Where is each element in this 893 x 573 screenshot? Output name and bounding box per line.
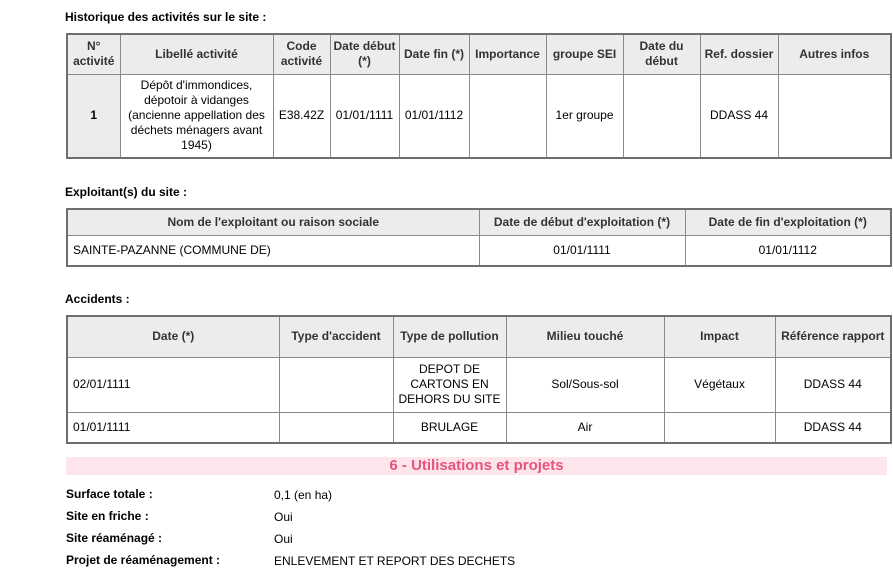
cell: 1 (67, 74, 120, 158)
cell (664, 412, 775, 443)
cell: 01/01/1111 (479, 235, 685, 266)
cell: Dépôt d'immondices, dépotoir à vidanges (ancienne appellation des déchets ménagers avant 1945) (120, 74, 273, 158)
cell: 1er groupe (546, 74, 623, 158)
col-header: groupe SEI (546, 34, 623, 74)
cell (778, 74, 891, 158)
historique-title: Historique des activités sur le site : (65, 10, 267, 24)
cell: SAINTE-PAZANNE (COMMUNE DE) (67, 235, 479, 266)
col-header: Date du début (623, 34, 700, 74)
col-header: Impact (664, 316, 775, 357)
cell: E38.42Z (273, 74, 330, 158)
col-header: Date (*) (67, 316, 279, 357)
col-header: Nom de l'exploitant ou raison sociale (67, 209, 479, 235)
projet-reamenagement-label: Projet de réaménagement : (66, 553, 221, 567)
cell: 02/01/1111 (67, 357, 279, 412)
table-row (67, 74, 891, 158)
accidents-table (66, 315, 892, 444)
historique-header-row (67, 34, 891, 74)
cell (469, 74, 546, 158)
exploitants-header-row (67, 209, 891, 235)
section-6-title: 6 - Utilisations et projets (66, 457, 887, 475)
cell: DDASS 44 (775, 412, 891, 443)
col-header: Date début (*) (330, 34, 399, 74)
projet-reamenagement-value: ENLEVEMENT ET REPORT DES DECHETS (274, 554, 516, 568)
site-reamenage-value: Oui (274, 532, 293, 546)
cell: BRULAGE (393, 412, 506, 443)
cell (279, 357, 393, 412)
col-header: Type d'accident (279, 316, 393, 357)
surface-totale-value: 0,1 (en ha) (274, 488, 333, 502)
col-header: Code activité (273, 34, 330, 74)
cell: DDASS 44 (700, 74, 778, 158)
table-row (67, 235, 891, 266)
col-header: Importance (469, 34, 546, 74)
exploitants-table (66, 208, 892, 267)
accidents-header-row (67, 316, 891, 357)
table-row (67, 357, 891, 412)
col-header: Libellé activité (120, 34, 273, 74)
cell: 01/01/1112 (399, 74, 469, 158)
cell: DEPOT DE CARTONS EN DEHORS DU SITE (393, 357, 506, 412)
col-header: Milieu touché (506, 316, 664, 357)
cell: Végétaux (664, 357, 775, 412)
col-header: Date fin (*) (399, 34, 469, 74)
cell: Air (506, 412, 664, 443)
col-header: Référence rapport (775, 316, 891, 357)
col-header: Date de début d'exploitation (*) (479, 209, 685, 235)
exploitants-title: Exploitant(s) du site : (65, 185, 188, 199)
col-header: Autres infos (778, 34, 891, 74)
col-header: Ref. dossier (700, 34, 778, 74)
cell: 01/01/1112 (685, 235, 891, 266)
accidents-title: Accidents : (65, 292, 130, 306)
cell (279, 412, 393, 443)
cell: 01/01/1111 (67, 412, 279, 443)
col-header: N° activité (67, 34, 120, 74)
historique-table (66, 33, 892, 159)
cell: 01/01/1111 (330, 74, 399, 158)
cell: Sol/Sous-sol (506, 357, 664, 412)
site-en-friche-label: Site en friche : (66, 509, 149, 523)
surface-totale-label: Surface totale : (66, 487, 153, 501)
site-reamenage-label: Site réaménagé : (66, 531, 163, 545)
col-header: Type de pollution (393, 316, 506, 357)
col-header: Date de fin d'exploitation (*) (685, 209, 891, 235)
site-en-friche-value: Oui (274, 510, 293, 524)
cell: DDASS 44 (775, 357, 891, 412)
table-row (67, 412, 891, 443)
cell (623, 74, 700, 158)
